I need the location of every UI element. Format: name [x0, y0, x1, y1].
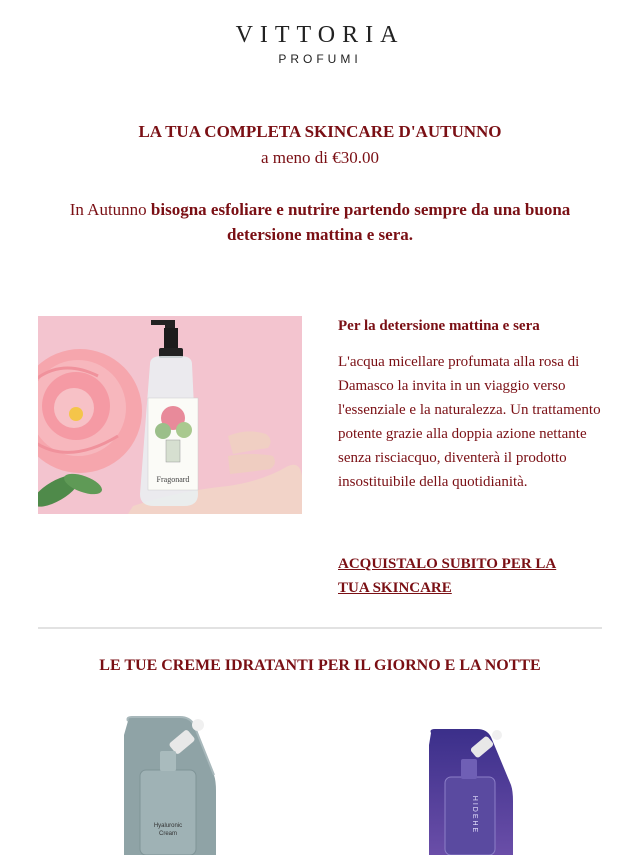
buy-now-link[interactable]: ACQUISTALO SUBITO PER LA TUA SKINCARE: [338, 556, 557, 596]
product-title: Per la detersione mattina e sera: [338, 318, 540, 334]
night-cream-pouch-icon[interactable]: [415, 725, 525, 860]
product-description: L'acqua micellare profumata alla rosa di Damasco la invita in un viaggio verso l'essenziale e la naturalezza. Un trattamento potente grazie alla doppia azione nettante senza risciacquo, diventerà il prodotto insostituibile della quotidianità.: [338, 354, 601, 490]
intro-bold-text: bisogna esfoliare e nutrire partendo sempre da una buona detersione mattina e sera.: [150, 200, 571, 244]
micellar-water-bottle-with-rose-icon[interactable]: [38, 316, 302, 514]
brand-name: VITTORIA: [235, 22, 405, 48]
section-title: LE TUE CREME IDRATANTI PER IL GIORNO E LA NOTTE: [99, 657, 541, 674]
pouch1-label-line1: Hyaluronic: [153, 823, 183, 829]
hero-headline: LA TUA COMPLETA SKINCARE D'AUTUNNO: [138, 122, 502, 141]
hero-subheadline: a meno di €30.00: [260, 148, 380, 167]
pouch1-label-line2: Cream: [158, 831, 178, 837]
hyaluronic-cream-pouch-icon[interactable]: [110, 715, 230, 860]
pouch2-label: HIDEHE: [471, 795, 478, 835]
bottle-label: Fragonard: [156, 475, 190, 484]
brand-logo[interactable]: [0, 22, 640, 66]
section-divider: [38, 627, 602, 629]
hero-intro: [50, 197, 590, 247]
intro-plain-text: In Autunno: [69, 200, 151, 219]
brand-sub: PROFUMI: [278, 52, 362, 66]
